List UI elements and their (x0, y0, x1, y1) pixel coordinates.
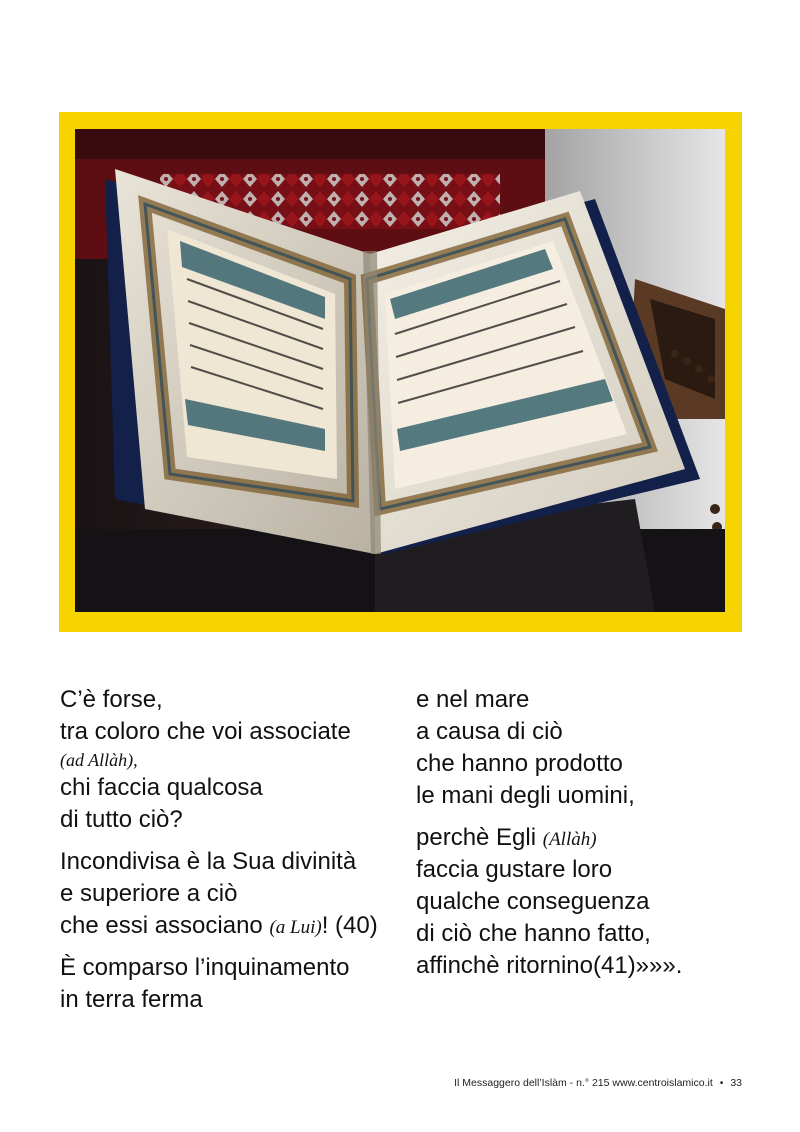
verse-stanza (416, 822, 756, 982)
verse-text: ! (40) (321, 912, 378, 939)
verse-line: che hanno prodotto (416, 750, 623, 777)
verse-line: qualche conseguenza (416, 888, 650, 915)
verse-line: in terra ferma (60, 986, 203, 1013)
verse-line: chi faccia qualcosa (60, 774, 263, 801)
verse-aside: (ad Allàh), (60, 750, 138, 770)
left-text-column (60, 684, 400, 1026)
photo-frame (59, 112, 742, 632)
right-text-column (416, 684, 756, 992)
verse-text: che essi associano (60, 912, 263, 939)
quran-illustration (75, 129, 725, 612)
verse-text: perchè Egli (416, 824, 537, 851)
verse-aside: (Allàh) (542, 829, 597, 850)
verse-line: a causa di ciò (416, 718, 563, 745)
verse-stanza (60, 952, 400, 1016)
website-link[interactable]: www.centroislamico.it (612, 1077, 713, 1089)
verse-line: È comparso l’inquinamento (60, 954, 350, 981)
publication-name: Il Messaggero dell’Islàm - n.° 215 (454, 1077, 610, 1089)
verse-aside: (a Lui) (269, 917, 322, 938)
verse-line: C’è forse, (60, 686, 163, 713)
verse-stanza (416, 684, 756, 812)
verse-line: faccia gustare loro (416, 856, 613, 883)
verse-stanza (60, 684, 400, 836)
verse-line (416, 822, 756, 854)
verse-line: e superiore a ciò (60, 880, 238, 907)
verse-line: le mani degli uomini, (416, 782, 635, 809)
page-footer (454, 1077, 742, 1089)
verse-line: di ciò che hanno fatto, (416, 920, 651, 947)
open-quran-photo (75, 129, 725, 612)
page-number: 33 (730, 1077, 742, 1089)
verse-line: affinchè ritornino(41)»»». (416, 952, 683, 979)
verse-line (60, 910, 400, 942)
verse-line: e nel mare (416, 686, 530, 713)
verse-line: Incondivisa è la Sua divinità (60, 848, 357, 875)
verse-stanza (60, 846, 400, 942)
footer-bullet: • (719, 1077, 724, 1089)
verse-line: tra coloro che voi associate (60, 718, 351, 745)
verse-line: di tutto ciò? (60, 806, 183, 833)
